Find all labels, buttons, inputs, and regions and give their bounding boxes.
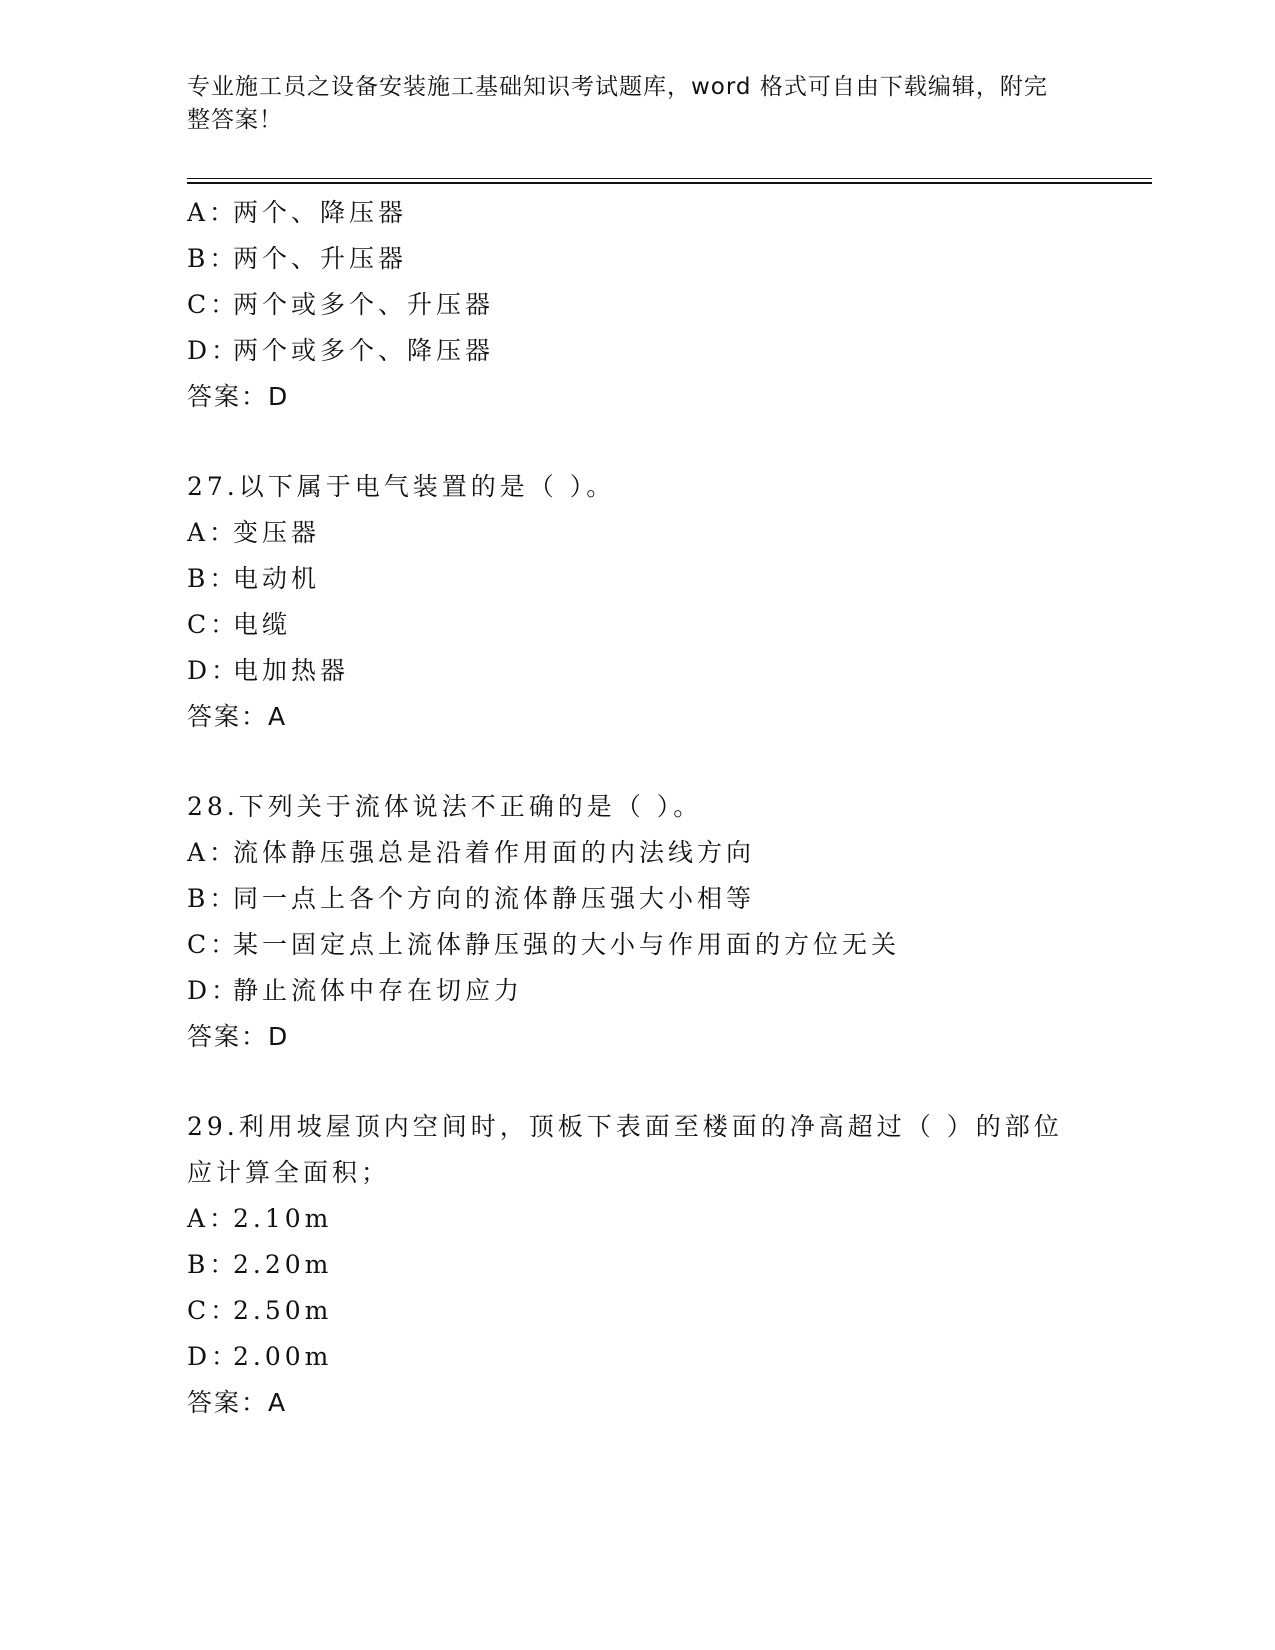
- option-text: 静止流体中存在切应力: [233, 976, 524, 1005]
- option-text: 两个或多个、升压器: [233, 290, 495, 319]
- option-c: [187, 1288, 1067, 1334]
- option-text: 变压器: [233, 518, 321, 547]
- option-label: C：: [187, 610, 240, 639]
- question-29: [187, 1104, 1067, 1426]
- option-label: C：: [187, 290, 240, 319]
- option-label: D：: [187, 656, 241, 685]
- answer-line: 答案：A: [187, 1388, 288, 1417]
- option-label: C：: [187, 930, 240, 959]
- option-b: [187, 1242, 1067, 1288]
- question-27: [187, 464, 1067, 740]
- option-c: [187, 602, 1067, 648]
- option-label: B：: [187, 564, 239, 593]
- option-text: 某一固定点上流体静压强的大小与作用面的方位无关: [233, 930, 901, 959]
- option-c: [187, 922, 1067, 968]
- option-a: [187, 1196, 1067, 1242]
- option-text: 两个、升压器: [233, 244, 408, 273]
- option-text: 流体静压强总是沿着作用面的内法线方向: [233, 838, 756, 867]
- option-text: 电动机: [233, 564, 321, 593]
- option-label: B：: [187, 244, 239, 273]
- header-divider-thick: [187, 182, 1152, 184]
- question-26-continued: [187, 190, 1067, 420]
- option-label: C：: [187, 1296, 240, 1325]
- option-d: [187, 648, 1067, 694]
- option-label: D：: [187, 336, 241, 365]
- option-label: A：: [187, 838, 239, 867]
- option-label: A：: [187, 518, 239, 547]
- option-text: 两个、降压器: [233, 198, 408, 227]
- option-label: A：: [187, 1204, 239, 1233]
- option-text: 电缆: [233, 610, 292, 639]
- option-label: D：: [187, 1342, 241, 1371]
- document-title: 专业施工员之设备安装施工基础知识考试题库，word 格式可自由下载编辑，附完整答案！: [187, 74, 1048, 133]
- document-body: [187, 190, 1067, 1426]
- option-d: [187, 968, 1067, 1014]
- option-text: 同一点上各个方向的流体静压强大小相等: [233, 884, 756, 913]
- option-label: B：: [187, 884, 239, 913]
- question-28: [187, 784, 1067, 1060]
- option-text: 两个或多个、降压器: [233, 336, 495, 365]
- option-a: [187, 190, 1067, 236]
- option-a: [187, 830, 1067, 876]
- option-text: 2.00m: [233, 1342, 333, 1371]
- option-text: 2.10m: [233, 1204, 333, 1233]
- answer-line: 答案：D: [187, 1022, 290, 1051]
- question-stem: 29.利用坡屋顶内空间时，顶板下表面至楼面的净高超过（ ）的部位应计算全面积；: [187, 1112, 1063, 1187]
- option-text: 2.50m: [233, 1296, 333, 1325]
- question-stem: 27.以下属于电气装置的是（ ）。: [187, 472, 616, 501]
- question-stem: 28.下列关于流体说法不正确的是（ ）。: [187, 792, 703, 821]
- header-divider-thin: [187, 178, 1152, 179]
- option-b: [187, 236, 1067, 282]
- option-d: [187, 328, 1067, 374]
- option-c: [187, 282, 1067, 328]
- option-label: A：: [187, 198, 239, 227]
- option-d: [187, 1334, 1067, 1380]
- answer-line: 答案：A: [187, 702, 288, 731]
- answer-line: 答案：D: [187, 382, 290, 411]
- option-label: B：: [187, 1250, 239, 1279]
- document-header: [187, 71, 1067, 137]
- option-text: 2.20m: [233, 1250, 333, 1279]
- option-a: [187, 510, 1067, 556]
- option-label: D：: [187, 976, 241, 1005]
- option-text: 电加热器: [233, 656, 350, 685]
- option-b: [187, 876, 1067, 922]
- option-b: [187, 556, 1067, 602]
